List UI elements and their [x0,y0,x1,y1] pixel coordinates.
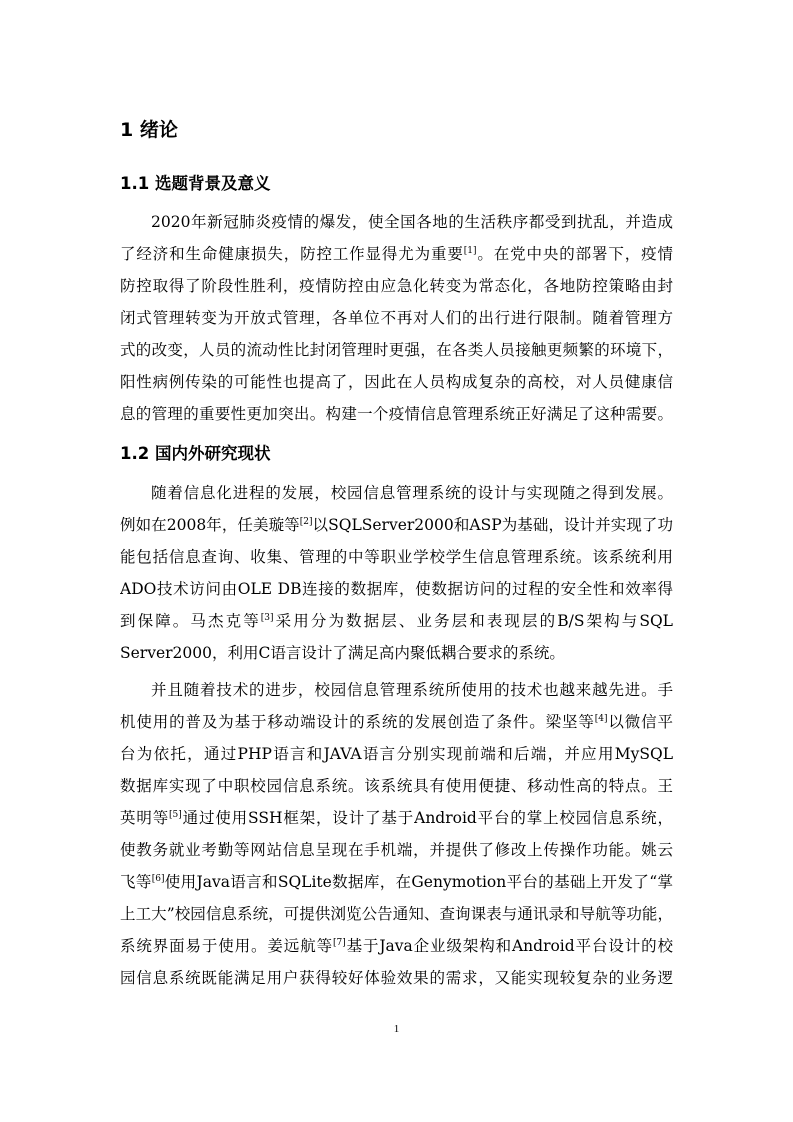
text-line: 使教务就业考勤等网站信息呈现在手机端，并提供了修改上传操作功能。姚云 [120,841,673,859]
text-line: 机使用的普及为基于移动端设计的系统的发展创造了条件。梁坚等[4]以微信平 [120,713,673,731]
text-line: 数据库实现了中职校园信息系统。该系统具有使用便捷、移动性高的特点。王 [120,777,673,795]
text-line: 台为依托，通过PHP语言和JAVA语言分别实现前端和后端，并应用MySQL [120,745,673,763]
chapter-heading: 1 绪论 [120,119,178,141]
text-line: 随着信息化进程的发展，校园信息管理系统的设计与实现随之得到发展。 [151,484,673,502]
text-line: 英明等[5]通过使用SSH框架，设计了基于Android平台的掌上校园信息系统， [120,809,673,827]
paragraph-research-2 [120,674,673,994]
citation-marker: [4] [594,713,608,724]
text-line: 闭式管理转变为开放式管理，各单位不再对人们的出行进行限制。随着管理方 [120,309,673,327]
text-line: 系统界面易于使用。姜远航等[7]基于Java企业级架构和Android平台设计的校 [120,937,673,955]
citation-marker: [5] [169,809,182,820]
citation-marker: [2] [299,516,313,527]
citation-marker: [7] [332,937,346,948]
text-line: 飞等[6]使用Java语言和SQLite数据库，在Genymotion平台的基础上开发了“掌 [120,873,673,891]
text-line: Server2000，利用C语言设计了满足高内聚低耦合要求的系统。 [120,644,565,662]
text-line: 阳性病例传染的可能性也提高了，因此在人员构成复杂的高校，对人员健康信 [120,373,673,391]
text-line: 园信息系统既能满足用户获得较好体验效果的需求，又能实现较复杂的业务逻 [120,969,673,987]
text-line: 2020年新冠肺炎疫情的爆发，使全国各地的生活秩序都受到扰乱，并造成 [151,213,673,231]
citation-marker: [3] [260,612,274,623]
paragraph-background [120,206,673,430]
text-line: 到保障。马杰克等[3]采用分为数据层、业务层和表现层的B/S架构与SQL [120,612,673,630]
text-line: ADO技术访问由OLE DB连接的数据库，使数据访问的过程的安全性和效率得 [120,580,673,598]
citation-marker: [1] [463,245,477,256]
text-line: 了经济和生命健康损失，防控工作显得尤为重要[1]。在党中央的部署下，疫情 [120,245,673,263]
text-line: 例如在2008年，任美璇等[2]以SQLServer2000和ASP为基础，设计并实现了功 [120,516,673,534]
text-line: 息的管理的重要性更加突出。构建一个疫情信息管理系统正好满足了这种需要。 [120,405,673,423]
section-heading-1-2: 1.2 国内外研究现状 [120,444,271,463]
section-heading-1-1: 1.1 选题背景及意义 [120,174,271,193]
text-line: 防控取得了阶段性胜利，疫情防控由应急化转变为常态化，各地防控策略由封 [120,277,673,295]
paragraph-research-1 [120,477,673,669]
text-line: 能包括信息查询、收集、管理的中等职业学校学生信息管理系统。该系统利用 [120,548,673,566]
citation-marker: [6] [151,873,165,884]
text-line: 上工大”校园信息系统，可提供浏览公告通知、查询课表与通讯录和导航等功能， [120,905,673,923]
page-number: 1 [393,1023,400,1035]
text-line: 式的改变，人员的流动性比封闭管理时更强，在各类人员接触更频繁的环境下， [120,341,673,359]
text-line: 并且随着技术的进步，校园信息管理系统所使用的技术也越来越先进。手 [151,681,673,699]
